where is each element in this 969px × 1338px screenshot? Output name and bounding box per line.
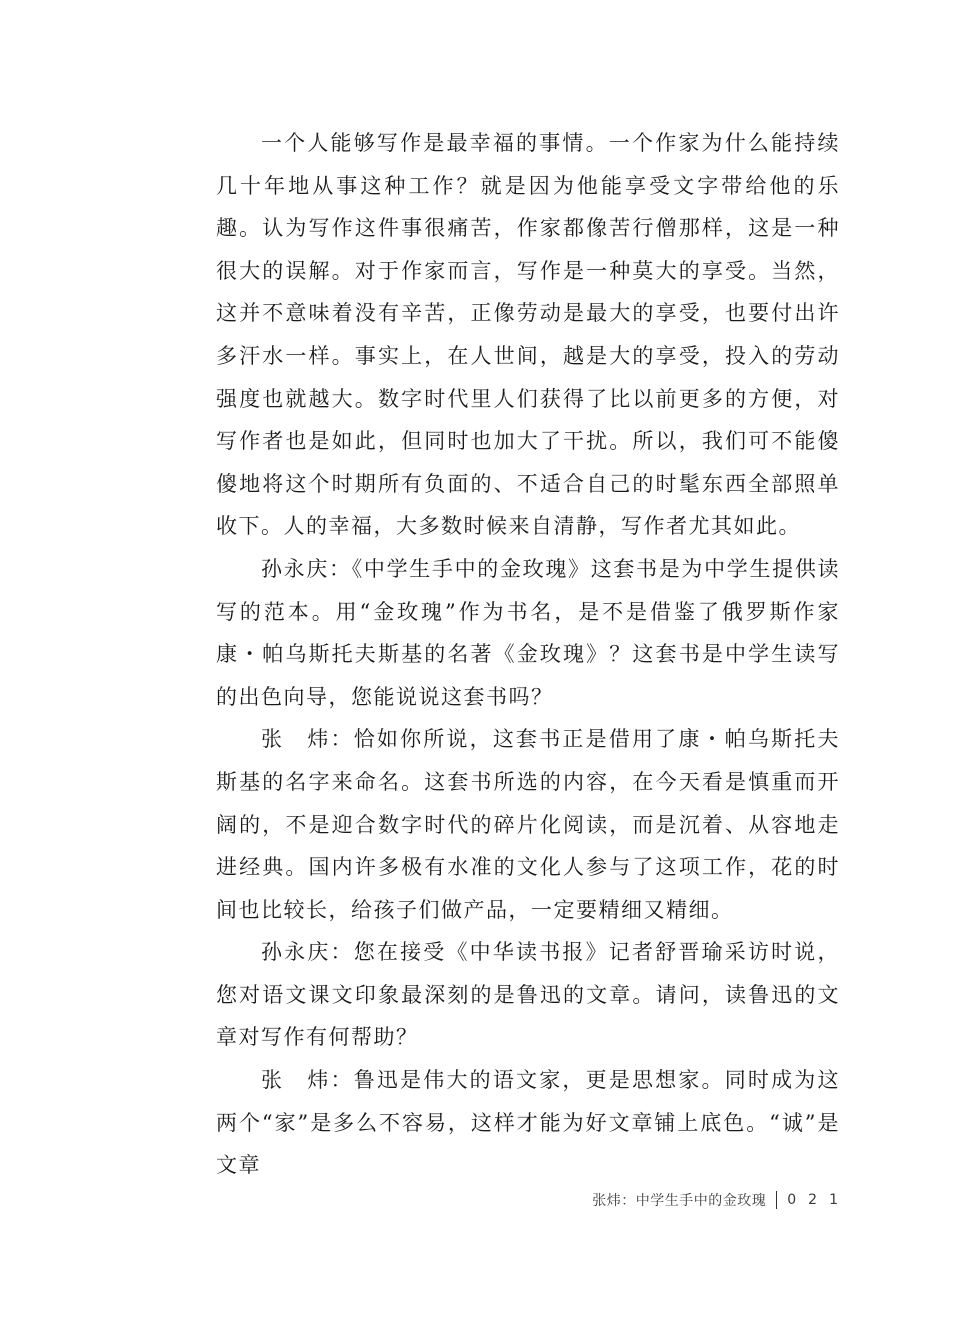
page-body [216, 122, 840, 1187]
paragraph-3: 张 炜：恰如你所说，这套书正是借用了康・帕乌斯托夫斯基的名字来命名。这套书所选的内容，在今天看是慎重而开阔的，不是迎合数字时代的碎片化阅读，而是沉着、从容地走进经典。国内许多极有水准的文化人参与了这项工作，花的时间也比较长，给孩子们做产品，一定要精细又精细。 [216, 727, 840, 922]
footer-divider [776, 1191, 777, 1209]
paragraph-5: 张 炜：鲁迅是伟大的语文家，更是思想家。同时成为这两个“家”是多么不容易，这样才能为好文章铺上底色。“诚”是文章 [216, 1068, 840, 1178]
page-footer [592, 1188, 850, 1212]
page-number: 021 [787, 1192, 850, 1208]
running-title: 张炜：中学生手中的金玫瑰 [592, 1193, 767, 1209]
paragraph-2: 孙永庆：《中学生手中的金玫瑰》这套书是为中学生提供读写的范本。用“金玫瑰”作为书名，是不是借鉴了俄罗斯作家康・帕乌斯托夫斯基的名著《金玫瑰》？这套书是中学生读写的出色向导，您能说说这套书吗？ [216, 556, 840, 709]
paragraph-4: 孙永庆：您在接受《中华读书报》记者舒晋瑜采访时说，您对语文课文印象最深刻的是鲁迅的文章。请问，读鲁迅的文章对写作有何帮助？ [216, 940, 840, 1050]
paragraph-1: 一个人能够写作是最幸福的事情。一个作家为什么能持续几十年地从事这种工作？就是因为他能享受文字带给他的乐趣。认为写作这件事很痛苦，作家都像苦行僧那样，这是一种很大的误解。对于作家而言，写作是一种莫大的享受。当然，这并不意味着没有辛苦，正像劳动是最大的享受，也要付出许多汗水一样。事实上，在人世间，越是大的享受，投入的劳动强度也就越大。数字时代里人们获得了比以前更多的方便，对写作者也是如此，但同时也加大了干扰。所以，我们可不能傻傻地将这个时期所有负面的、不适合自己的时髦东西全部照单收下。人的幸福，大多数时候来自清静，写作者尤其如此。 [216, 131, 840, 539]
